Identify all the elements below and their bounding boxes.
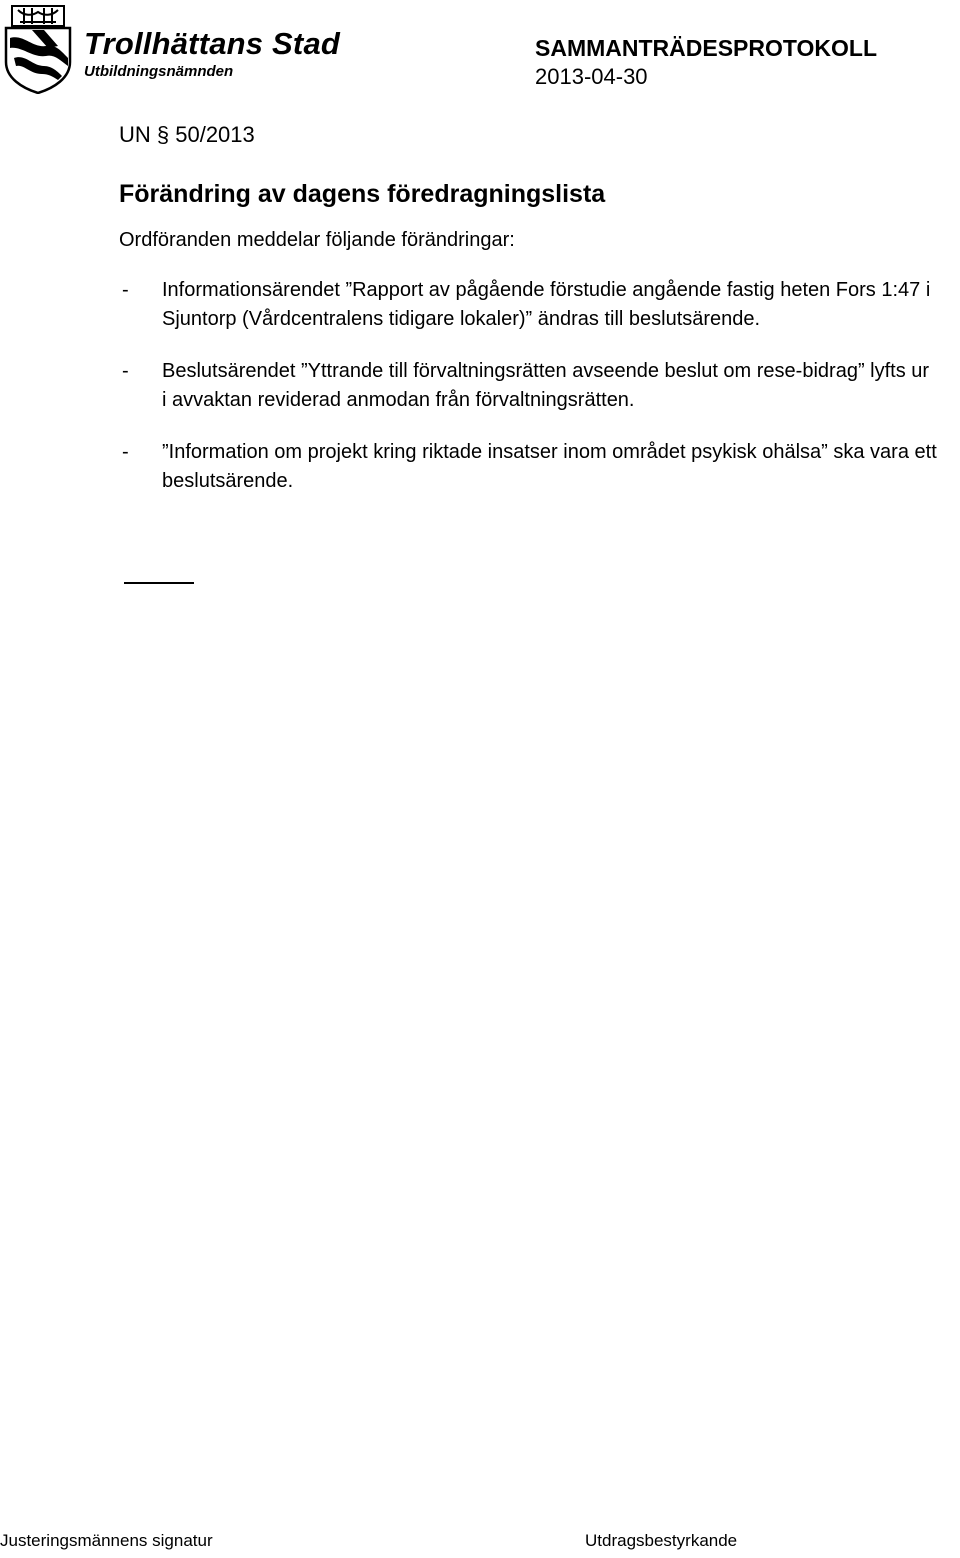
logo-wordmark <box>84 26 340 82</box>
certification-label: Utdragsbestyrkande <box>585 1531 738 1550</box>
meeting-date: 2013-04-30 <box>535 64 648 89</box>
committee-name: Utbildningsnämnden <box>84 63 234 80</box>
intro-text: Ordföranden meddelar följande förändringar: <box>119 229 515 251</box>
list-item-text: Beslutsärendet ”Yttrande till förvaltningsrätten avseende beslut om rese-bidrag” lyfts ur i avvaktan reviderad anmodan från förvaltningsrätten. <box>162 360 930 411</box>
change-list <box>119 276 939 496</box>
section-end-rule <box>124 582 194 584</box>
list-item <box>119 438 939 496</box>
document-type: SAMMANTRÄDESPROTOKOLL <box>535 35 878 61</box>
section-title: Förändring av dagens föredragningslista <box>119 180 606 208</box>
list-dash: - <box>122 279 129 301</box>
case-number: UN § 50/2013 <box>119 122 255 147</box>
coat-of-arms-icon <box>2 2 74 94</box>
document-header <box>0 0 960 100</box>
protocol-section <box>119 120 939 519</box>
signature-label: Justeringsmännens signatur <box>0 1531 213 1550</box>
list-item <box>119 357 939 415</box>
list-item <box>119 276 939 334</box>
list-dash: - <box>122 441 129 463</box>
list-item-text: Informationsärendet ”Rapport av pågående förstudie angående fastig heten Fors 1:47 i Sjuntorp (Vårdcentralens tidigare lokaler)” ändras till beslutsärende. <box>162 279 931 330</box>
organization-name: Trollhättans Stad <box>84 26 341 61</box>
list-dash: - <box>122 360 129 382</box>
list-item-text: ”Information om projekt kring riktade insatser inom området psykisk ohälsa” ska vara ett beslutsärende. <box>162 441 937 492</box>
